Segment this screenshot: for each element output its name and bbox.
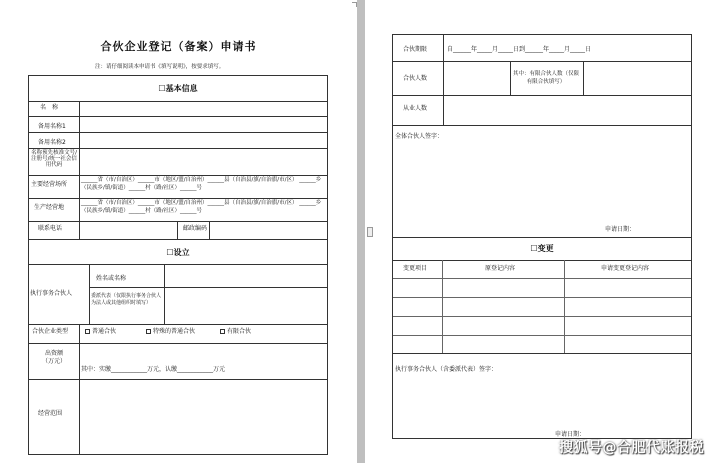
label-main-location: 主要经营场所 [31, 181, 68, 188]
label-term: 合伙期限 [403, 46, 428, 53]
checkbox-icon[interactable] [220, 329, 225, 334]
label-exec-partner-sign: 执行事务合伙人（含委派代表）签字： [395, 366, 498, 373]
address-line-2: ______乡（民族乡/镇/街道）______村（路/社区）______号 [81, 177, 322, 191]
label-alt-name-1: 备用名称1 [38, 123, 66, 130]
label-limited-partner-count: 其中：有限合伙人数（仅限有限合伙填写） [512, 71, 579, 85]
capital-detail: 其中：实缴____________万元，认缴____________万元 [81, 366, 226, 373]
form-page-1 [0, 0, 357, 463]
main-location-address [81, 176, 325, 192]
form-page-2 [365, 0, 720, 463]
label-business-address: 生产经营地 [34, 204, 65, 211]
section-basic-info: ☐基本信息 [158, 84, 198, 93]
change-header-original: 原登记内容 [485, 265, 516, 272]
label-all-partners-sign: 全体合伙人签字： [395, 133, 444, 140]
address-line-1: ______省（市/自治区）______市（地区/盟/自治州）______县（自治县/旗/自治旗/市/区） [81, 177, 298, 183]
apply-date-1: 申请日期： [605, 226, 636, 233]
address-line-2: ______乡（民族乡/镇/街道）______村（路/社区）______号 [81, 200, 322, 214]
page-corner-mark [352, 2, 357, 7]
label-alt-name-2: 备用名称2 [38, 139, 66, 146]
option-limited[interactable]: 有限合伙 [220, 328, 251, 336]
watermark-text: 搜狐号@合肥代账报税 [559, 440, 704, 456]
checkbox-icon[interactable] [85, 329, 90, 334]
label-name: 名 称 [40, 104, 59, 111]
section-change: ☐变更 [530, 244, 554, 253]
ruler-handle[interactable] [367, 227, 373, 237]
label-capital: 出资额（万元） [41, 350, 66, 365]
label-partnership-type: 合伙企业类型 [32, 328, 69, 335]
label-credit-code: 名称预先核准文号/注册号/统一社会信用代码 [31, 150, 77, 168]
option-general[interactable]: 普通合伙 [85, 328, 116, 336]
apply-date-2: 申请日期： [555, 431, 586, 438]
label-employees: 从业人数 [403, 105, 428, 112]
change-header-new: 申请变更登记内容 [601, 265, 650, 272]
option-special-general[interactable]: 特殊的普通合伙 [146, 328, 195, 336]
label-partner-name: 姓名或名称 [96, 275, 127, 282]
label-delegate: 委派代表（仅限执行事务合伙人为法人或其他组织时填写） [91, 293, 162, 306]
checkbox-icon[interactable] [146, 329, 151, 334]
label-partner-count: 合伙人数 [403, 75, 428, 82]
form-title: 合伙企业登记（备案）申请书 [100, 40, 257, 53]
label-postcode: 邮政编码 [183, 225, 208, 232]
label-phone: 联系电话 [38, 225, 63, 232]
change-header-item: 变更项目 [403, 265, 428, 272]
form-note: 注：请仔细阅读本申请书《填写说明》，按要求填写。 [95, 64, 225, 70]
application-table [28, 75, 328, 455]
term-value: 自______年_____月_____日到______年_____月_____日 [447, 46, 592, 53]
label-business-scope: 经营范围 [38, 410, 63, 417]
section-setup: ☐设立 [166, 248, 190, 257]
label-exec-partner: 执行事务合伙人 [30, 290, 73, 297]
application-table-continued [392, 34, 692, 439]
address-line-1: ______省（市/自治区）______市（地区/盟/自治州）______县（自治县/旗/自治旗/市/区） [81, 200, 298, 206]
business-address-value [81, 199, 325, 215]
